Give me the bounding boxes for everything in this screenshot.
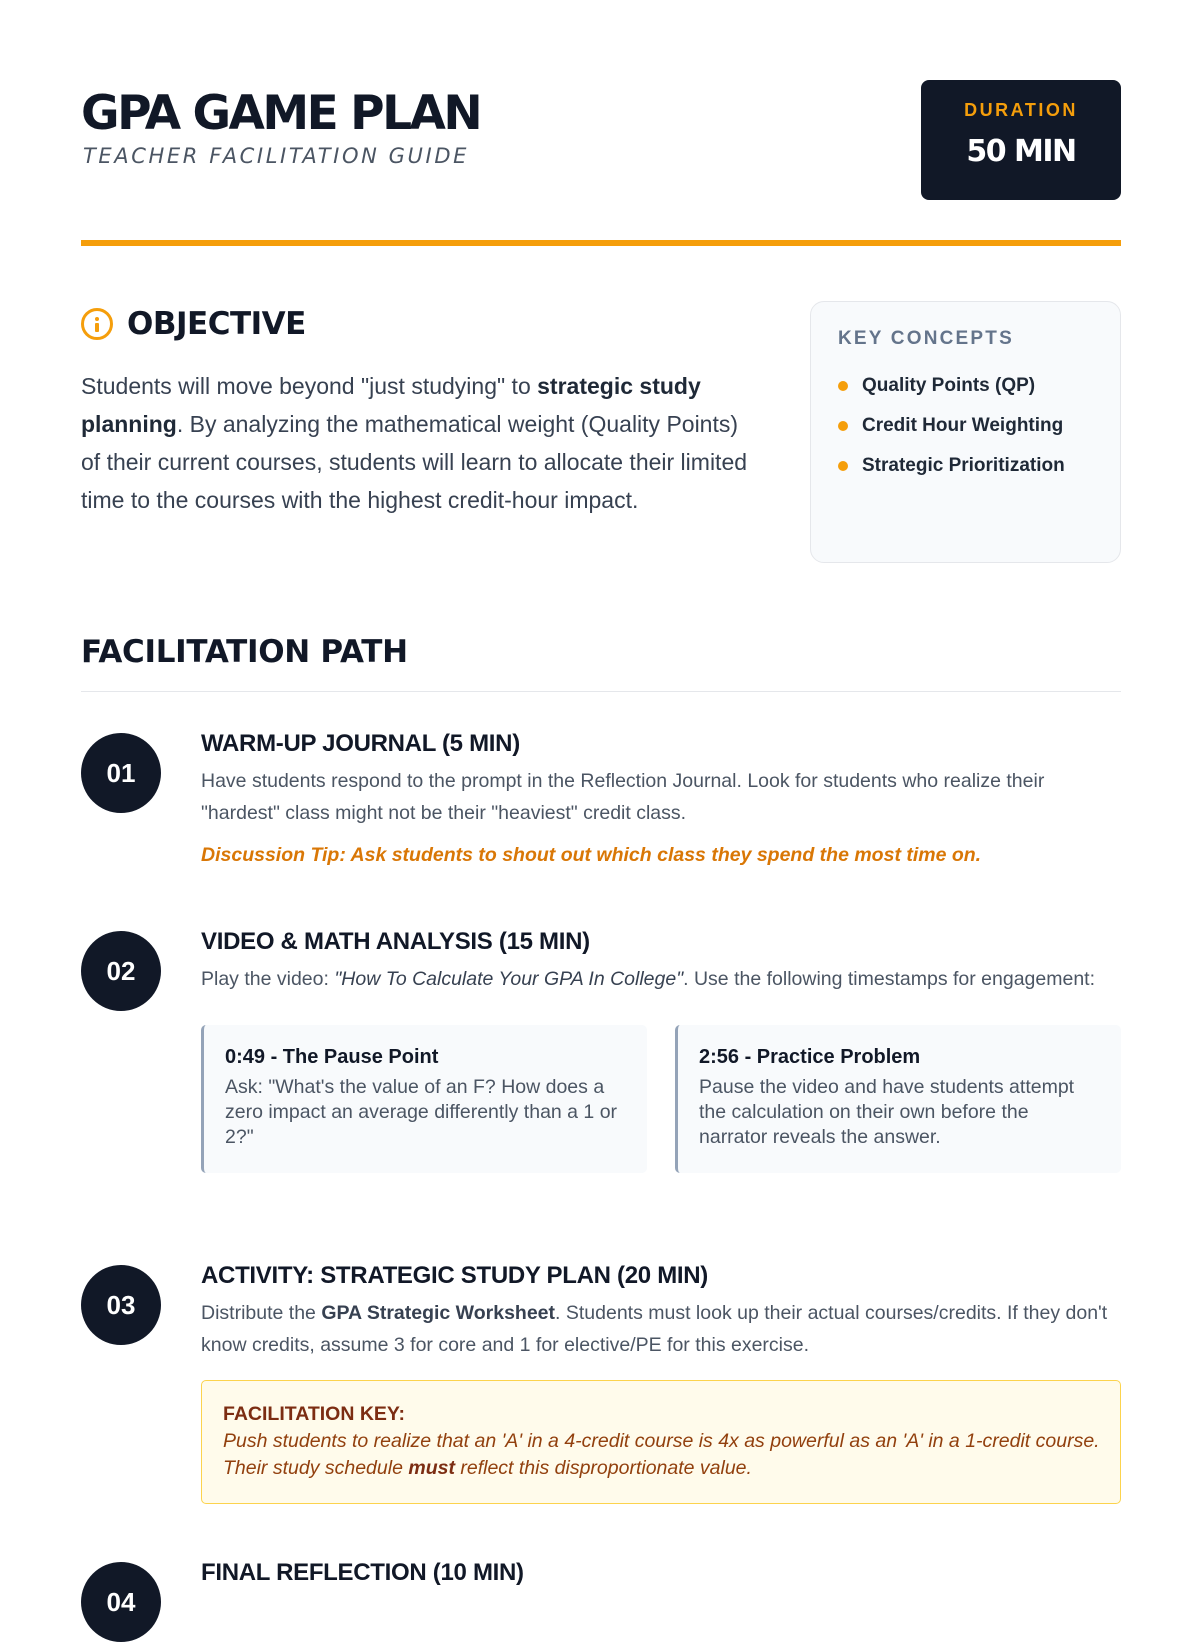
objective-text-part: Students will move beyond "just studying" to [81,373,538,399]
step-text-part: Distribute the [201,1302,322,1324]
objective-section [81,300,748,519]
objective-text [81,367,751,519]
header-divider [81,240,1121,246]
objective-text-emphasis: strategic study planning [81,373,701,437]
step-number-badge: 04 [81,1562,161,1642]
discussion-tip: Discussion Tip: Ask students to shout out which class they spend the most time on. [201,844,982,866]
key-text-part: Push students to realize that an 'A' in a 4-credit course is 4x as powerful as an 'A' in a 1-credit course. Their study schedule [223,1430,1100,1479]
step-title: VIDEO & MATH ANALYSIS (15 MIN) [201,928,590,955]
facilitation-guide-page [81,0,1121,1617]
objective-heading: OBJECTIVE [127,306,306,342]
timestamp-card [201,1025,647,1173]
timestamp-title: 2:56 - Practice Problem [699,1046,921,1068]
bullet-dot-icon [838,421,848,431]
worksheet-name: GPA Strategic Worksheet [321,1302,556,1324]
step-body [201,925,1121,1173]
step-body [201,727,1121,870]
key-text-part: reflect this disproportionate value. [454,1457,752,1479]
step-number-badge: 02 [81,931,161,1011]
timestamp-text: Pause the video and have students attempt the calculation on their own before the narrator reveals the answer. [699,1076,1075,1148]
step-number-badge: 03 [81,1265,161,1345]
facilitation-key-box [201,1380,1121,1504]
step-title: WARM-UP JOURNAL (5 MIN) [201,730,520,757]
video-title: "How To Calculate Your GPA In College" [334,968,684,990]
page-subtitle: TEACHER FACILITATION GUIDE [83,144,469,168]
step-description: Have students respond to the prompt in the Reflection Journal. Look for students who realize their "hardest" class might not be their "heaviest" credit class. [201,770,1045,824]
step-title: FINAL REFLECTION (10 MIN) [201,1559,524,1586]
facilitation-key-label: FACILITATION KEY: [223,1403,405,1425]
page-title: GPA GAME PLAN [81,86,481,141]
key-concept-item [838,446,1120,486]
duration-value: 50 MIN [966,134,1076,169]
guide-header [81,80,1121,200]
duration-label: DURATION [964,100,1078,120]
timestamp-card [675,1025,1121,1173]
key-concept-item [838,366,1120,406]
facilitation-key-text [223,1428,1100,1482]
facilitation-path-heading: FACILITATION PATH [81,634,408,670]
key-text-emphasis: must [408,1457,455,1479]
key-concept-label: Quality Points (QP) [862,375,1036,396]
key-concept-label: Strategic Prioritization [862,455,1065,476]
step-number-badge: 01 [81,733,161,813]
step-text-part: Play the video: [201,968,335,990]
step-body [201,1556,1121,1590]
step-text-part: . Use the following timestamps for engagement: [683,968,1096,990]
key-concepts-card [810,301,1121,563]
step-description [201,1297,1121,1361]
timestamp-cards [201,1025,1121,1173]
bullet-dot-icon [838,381,848,391]
timestamp-title: 0:49 - The Pause Point [225,1046,439,1068]
objective-text-part: . By analyzing the mathematical weight (Quality Points) of their current courses, students will learn to allocate their limited time to the courses with the highest credit-hour impact. [81,411,748,513]
duration-badge [921,80,1121,200]
info-icon [81,308,113,340]
bullet-dot-icon [838,461,848,471]
key-concepts-title: KEY CONCEPTS [838,328,1014,349]
objective-heading-row [81,300,741,348]
step-body [201,1259,1121,1504]
timestamp-text: Ask: "What's the value of an F? How does a zero impact an average differently than a 1 or 2?" [225,1076,618,1148]
step-text-part: . Students must look up their actual courses/credits. If they don't know credits, assume 3 for core and 1 for elective/PE for this exercise. [201,1302,1108,1356]
step-title: ACTIVITY: STRATEGIC STUDY PLAN (20 MIN) [201,1262,708,1289]
section-divider [81,691,1121,692]
key-concept-label: Credit Hour Weighting [862,415,1064,436]
key-concept-item [838,406,1120,446]
step-description [201,963,1121,995]
